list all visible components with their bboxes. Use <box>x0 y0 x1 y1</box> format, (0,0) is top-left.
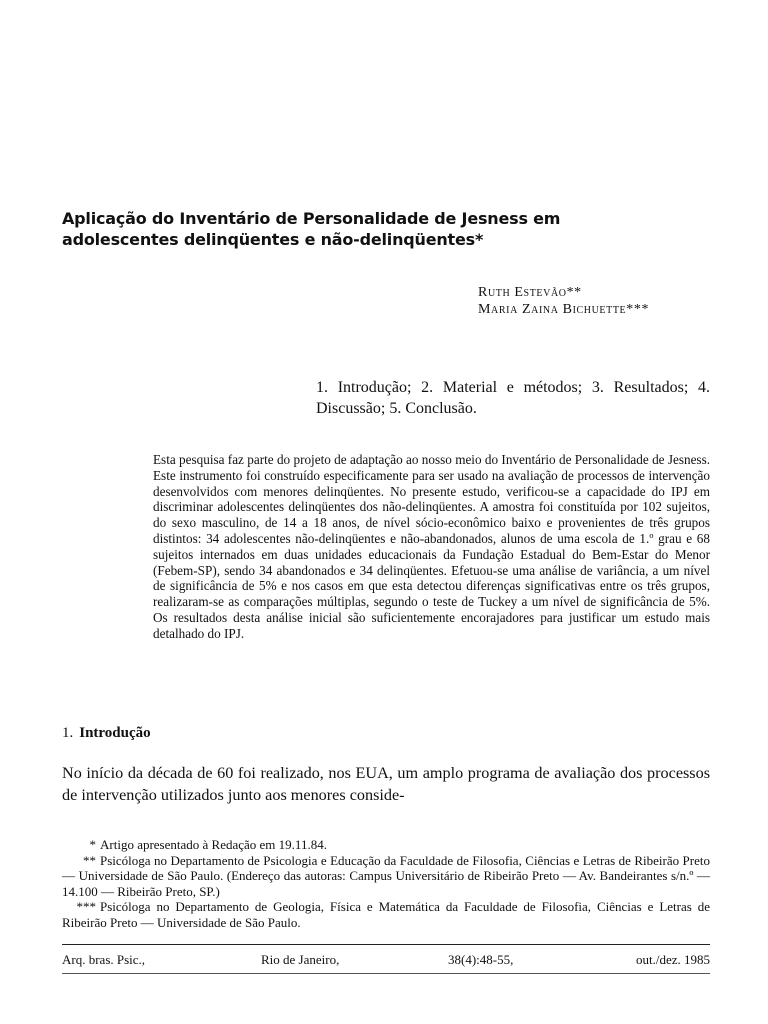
footer-journal: Arq. bras. Psic., <box>62 952 146 967</box>
section-heading <box>62 725 151 742</box>
footnote-mark: *** <box>76 899 96 915</box>
table-of-contents: 1. Introdução; 2. Material e métodos; 3. Resultados; 4. Discussão; 5. Conclusão. <box>316 379 710 417</box>
footnote-text: Artigo apresentado à Redação em 19.11.84. <box>100 837 327 852</box>
page-footer <box>62 952 710 970</box>
footer-volume: 38(4):48-55, <box>448 952 514 967</box>
section-title: Introdução <box>79 725 151 741</box>
footnotes <box>62 837 710 931</box>
footnote-mark: * <box>89 837 96 852</box>
footer-divider <box>62 944 710 945</box>
footnote <box>62 899 710 930</box>
author-1: Ruth Estevão** <box>478 285 582 300</box>
intro-paragraph: No início da década de 60 foi realizado, nos EUA, um amplo programa de avaliação dos processos de intervenção utilizados junto aos menores conside- <box>62 764 710 804</box>
bottom-divider <box>62 973 710 974</box>
footnote <box>62 837 710 853</box>
article-title: Aplicação do Inventário de Personalidade de Jesness em adolescentes delinqüentes e não-delinqüentes* <box>62 209 561 249</box>
author-list <box>478 284 649 318</box>
section-number: 1. <box>62 725 74 741</box>
footer-date: out./dez. 1985 <box>635 952 710 967</box>
footnote-mark: ** <box>83 852 96 868</box>
footer-city: Rio de Janeiro, <box>261 952 340 967</box>
footnote-text: Psicóloga no Departamento de Psicologia e Educação da Faculdade de Filosofia, Ciências e Letras de Ribeirão Preto — Universidade de São Paulo. (Endereço das autoras: Campus Universitário de Ribeirão Preto — Av. Bandeirantes s/n.º — 14.100 — Ribeirão Preto, SP.) <box>62 852 710 899</box>
footnote <box>62 853 710 900</box>
author-2: Maria Zaina Bichuette*** <box>478 302 650 317</box>
footnote-text: Psicóloga no Departamento de Geologia, Física e Matemática da Faculdade de Filosofia, Ciências e Letras de Ribeirão Preto — Universidade de São Paulo. <box>62 899 710 930</box>
abstract-text: Esta pesquisa faz parte do projeto de adaptação ao nosso meio do Inventário de Personalidade de Jesness. Este instrumento foi construído especificamente para ser usado na avaliação de processos de intervenção desenvolvidos com menores delinqüentes. No presente estudo, verificou-se a capacidade do IPJ em discriminar adolescentes delinqüentes dos não-delinqüentes. A amostra foi constituída por 102 sujeitos, do sexo masculino, de 14 a 18 anos, de nível sócio-econômico baixo e provenientes de três grupos distintos: 34 adolescentes não-delinqüentes e não-abandonados, alunos de uma escola de 1.º grau e 68 sujeitos internados em duas unidades educacionais da Fundação Estadual do Bem-Estar do Menor (Febem-SP), sendo 34 abandonados e 34 delinqüentes. Efetuou-se uma análise de variância, a um nível de significância de 5% e nos casos em que esta detectou diferenças significativas entre os três grupos, realizaram-se as comparações múltiplas, segundo o teste de Tuckey a um nível de significância de 5%. Os resultados desta análise inicial são suficientemente encorajadores para justificar um estudo mais detalhado do IPJ. <box>153 452 710 641</box>
